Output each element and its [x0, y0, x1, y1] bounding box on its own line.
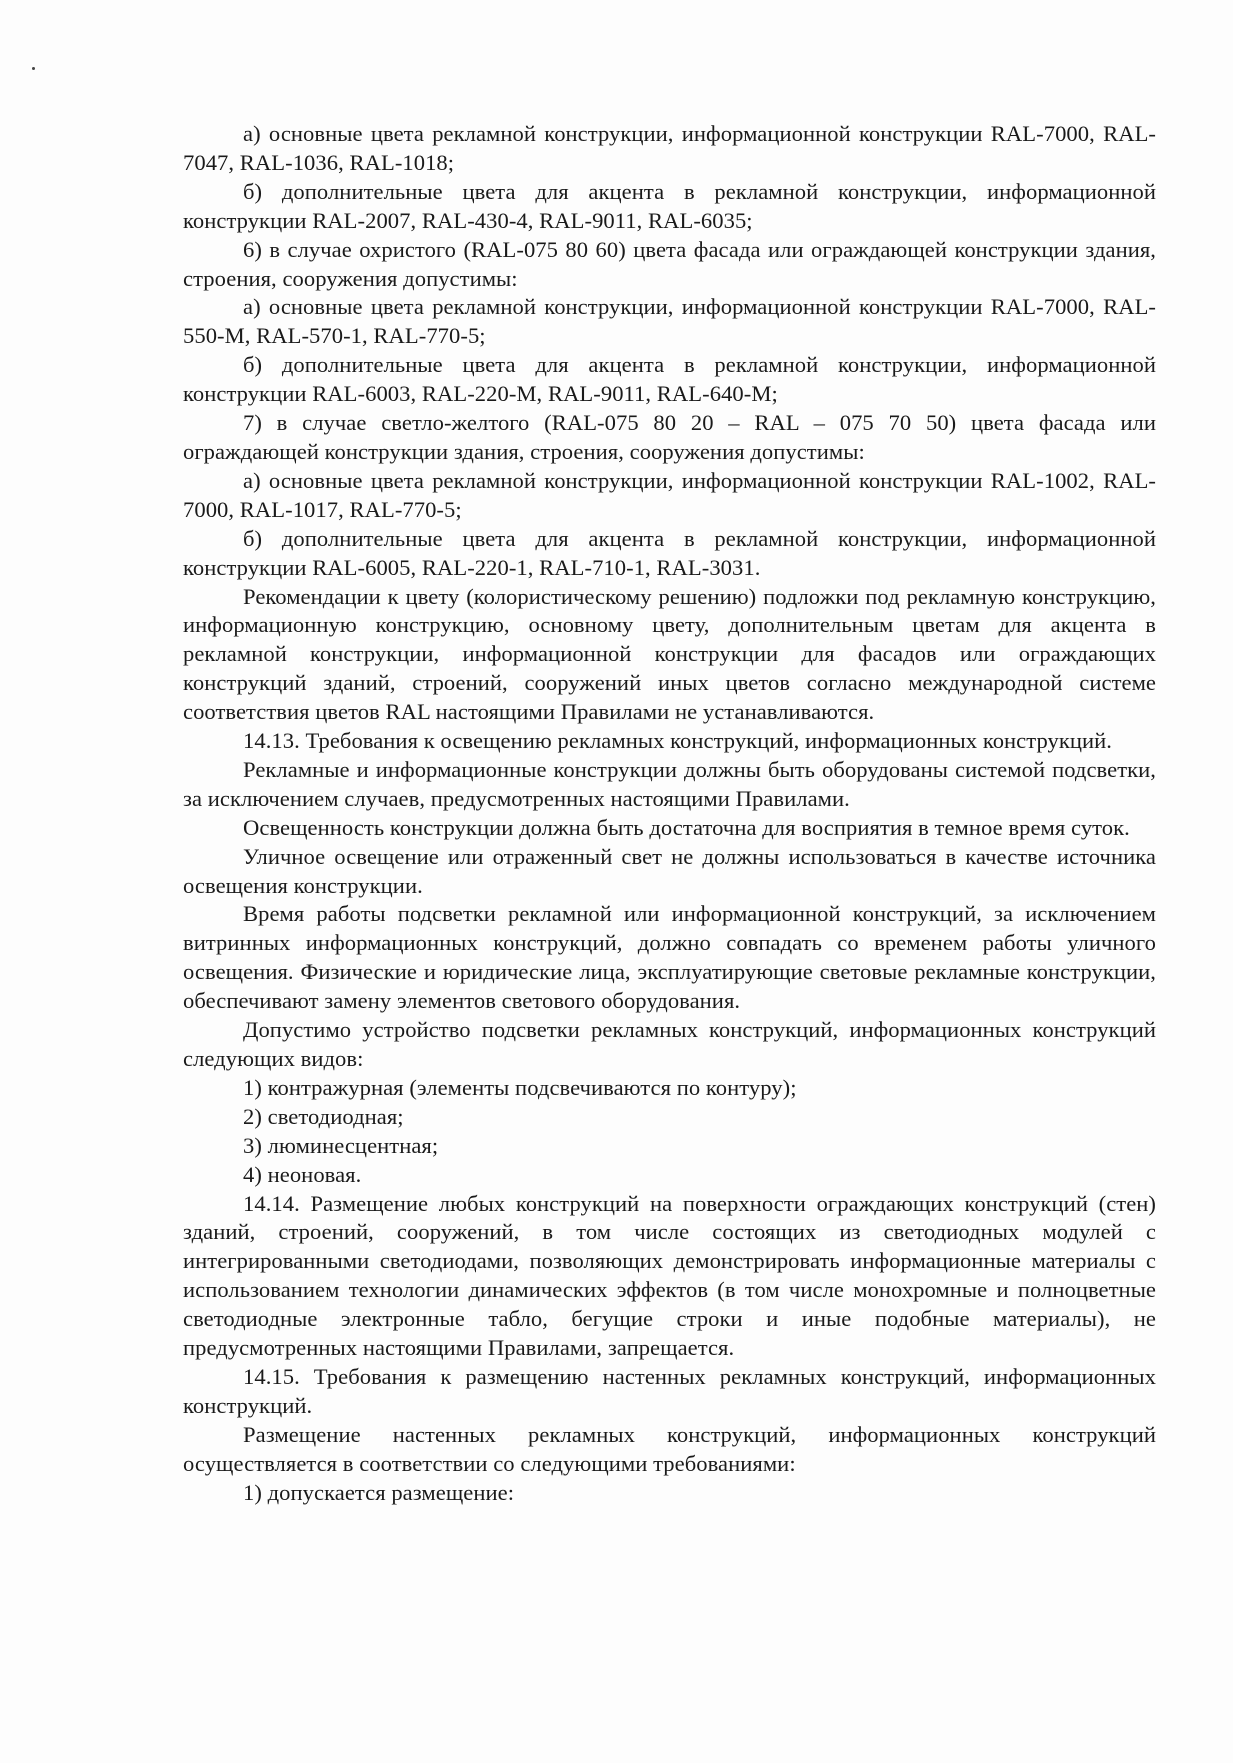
list-item: 1) допускается размещение: [243, 1479, 515, 1505]
paragraph: Время работы подсветки рекламной или информационной конструкций, за исключением витринных информационных конструкций, должно совпадать со временем работы уличного освещения. Физические и юридические лица, эксплуатирующие световые рекламные конструкции, обеспечивают замену элементов светового оборудования. [183, 901, 1156, 1014]
section-paragraph-14-14: 14.14. Размещение любых конструкций на поверхности ограждающих конструкций (стен) зданий, строений, сооружений, в том числе состоящих из светодиодных модулей с интегрированными светодиодами, позволяющих демонстрировать информационные материалы с использованием технологии динамических эффектов (в том числе монохромные и полноцветные светодиодные электронные табло, бегущие строки и иные подобные материалы), не предусмотренных настоящими Правилами, запрещается. [183, 1190, 1156, 1361]
paragraph: б) дополнительные цвета для акцента в рекламной конструкции, информационной конструкции RAL-6003, RAL-220-M, RAL-9011, RAL-640-M; [183, 352, 1156, 407]
paragraph: 6) в случае охристого (RAL-075 80 60) цвета фасада или ограждающей конструкции здания, строения, сооружения допустимы: [183, 236, 1156, 291]
paragraph: Уличное освещение или отраженный свет не должны использоваться в качестве источника освещения конструкции. [183, 843, 1156, 898]
section-heading-14-15: 14.15. Требования к размещению настенных рекламных конструкций, информационных конструкций. [183, 1363, 1156, 1418]
paragraph: а) основные цвета рекламной конструкции, информационной конструкции RAL-7000, RAL-7047, RAL-1036, RAL-1018; [183, 121, 1156, 175]
scan-speck [32, 67, 35, 70]
paragraph: а) основные цвета рекламной конструкции, информационной конструкции RAL-1002, RAL-7000, RAL-1017, RAL-770-5; [183, 467, 1156, 522]
list-item: 3) люминесцентная; [243, 1132, 439, 1158]
paragraph: б) дополнительные цвета для акцента в рекламной конструкции, информационной конструкции RAL-6005, RAL-220-1, RAL-710-1, RAL-3031. [183, 525, 1156, 580]
paragraph: б) дополнительные цвета для акцента в рекламной конструкции, информационной конструкции RAL-2007, RAL-430-4, RAL-9011, RAL-6035; [183, 178, 1156, 233]
section-heading-14-13: 14.13. Требования к освещению рекламных конструкций, информационных конструкций. [243, 728, 1113, 754]
paragraph: 7) в случае светло-желтого (RAL-075 80 20 – RAL – 075 70 50) цвета фасада или ограждающей конструкции здания, строения, сооружения допустимы: [183, 410, 1156, 464]
paragraph: Допустимо устройство подсветки рекламных конструкций, информационных конструкций следующих видов: [183, 1017, 1156, 1071]
list-item: 1) контражурная (элементы подсвечиваются по контуру); [243, 1074, 797, 1100]
document-body [183, 120, 1156, 1508]
paragraph: а) основные цвета рекламной конструкции, информационной конструкции RAL-7000, RAL-550-M, RAL-570-1, RAL-770-5; [183, 294, 1156, 349]
paragraph: Размещение настенных рекламных конструкций, информационных конструкций осуществляется в соответствии со следующими требованиями: [183, 1421, 1156, 1476]
paragraph: Рекомендации к цвету (колористическому решению) подложки под рекламную конструкцию, информационную конструкцию, основному цвету, дополнительным цветам для акцента в рекламной конструкции, информационной конструкции для фасадов или ограждающих конструкций зданий, строений, сооружений иных цветов согласно международной системе соответствия цветов RAL настоящими Правилами не устанавливаются. [183, 583, 1156, 725]
paragraph: Рекламные и информационные конструкции должны быть оборудованы системой подсветки, за исключением случаев, предусмотренных настоящими Правилами. [183, 756, 1156, 811]
list-item: 2) светодиодная; [243, 1103, 404, 1129]
list-item: 4) неоновая. [243, 1161, 362, 1187]
paragraph: Освещенность конструкции должна быть достаточна для восприятия в темное время суток. [243, 814, 1130, 840]
